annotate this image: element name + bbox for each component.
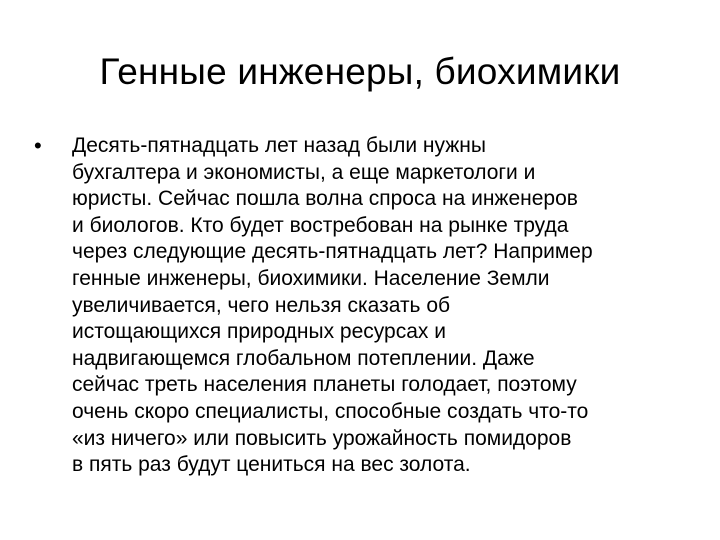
- paragraph-line: сейчас треть населения планеты голодает, поэтому: [72, 373, 577, 397]
- paragraph-line: бухгалтера и экономисты, а еще маркетологи и: [72, 160, 536, 184]
- slide-title: Генные инженеры, биохимики: [99, 51, 621, 92]
- paragraph-line: в пять раз будут цениться на вес золота.: [72, 453, 471, 477]
- paragraph-line: увеличивается, чего нельзя сказать об: [72, 293, 451, 317]
- bullet-paragraph: [72, 133, 678, 479]
- bullet-list: [34, 133, 694, 479]
- paragraph-line: надвигающемся глобальном потеплении. Даже: [72, 346, 535, 370]
- paragraph-line: очень скоро специалисты, способные создать что-то: [72, 399, 589, 423]
- paragraph-line: генные инженеры, биохимики. Население Земли: [72, 266, 550, 290]
- paragraph-line: и биологов. Кто будет востребован на рынке труда: [72, 213, 569, 237]
- paragraph-line: через следующие десять-пятнадцать лет? Например: [72, 240, 593, 264]
- paragraph-line: юристы. Сейчас пошла волна спроса на инженеров: [72, 187, 578, 211]
- paragraph-line: истощающихся природных ресурсах и: [72, 320, 446, 344]
- paragraph-line: Десять-пятнадцать лет назад были нужны: [72, 134, 486, 157]
- list-item: [34, 133, 694, 479]
- bullet-marker: •: [34, 133, 42, 158]
- paragraph-line: «из ничего» или повысить урожайность помидоров: [72, 426, 572, 450]
